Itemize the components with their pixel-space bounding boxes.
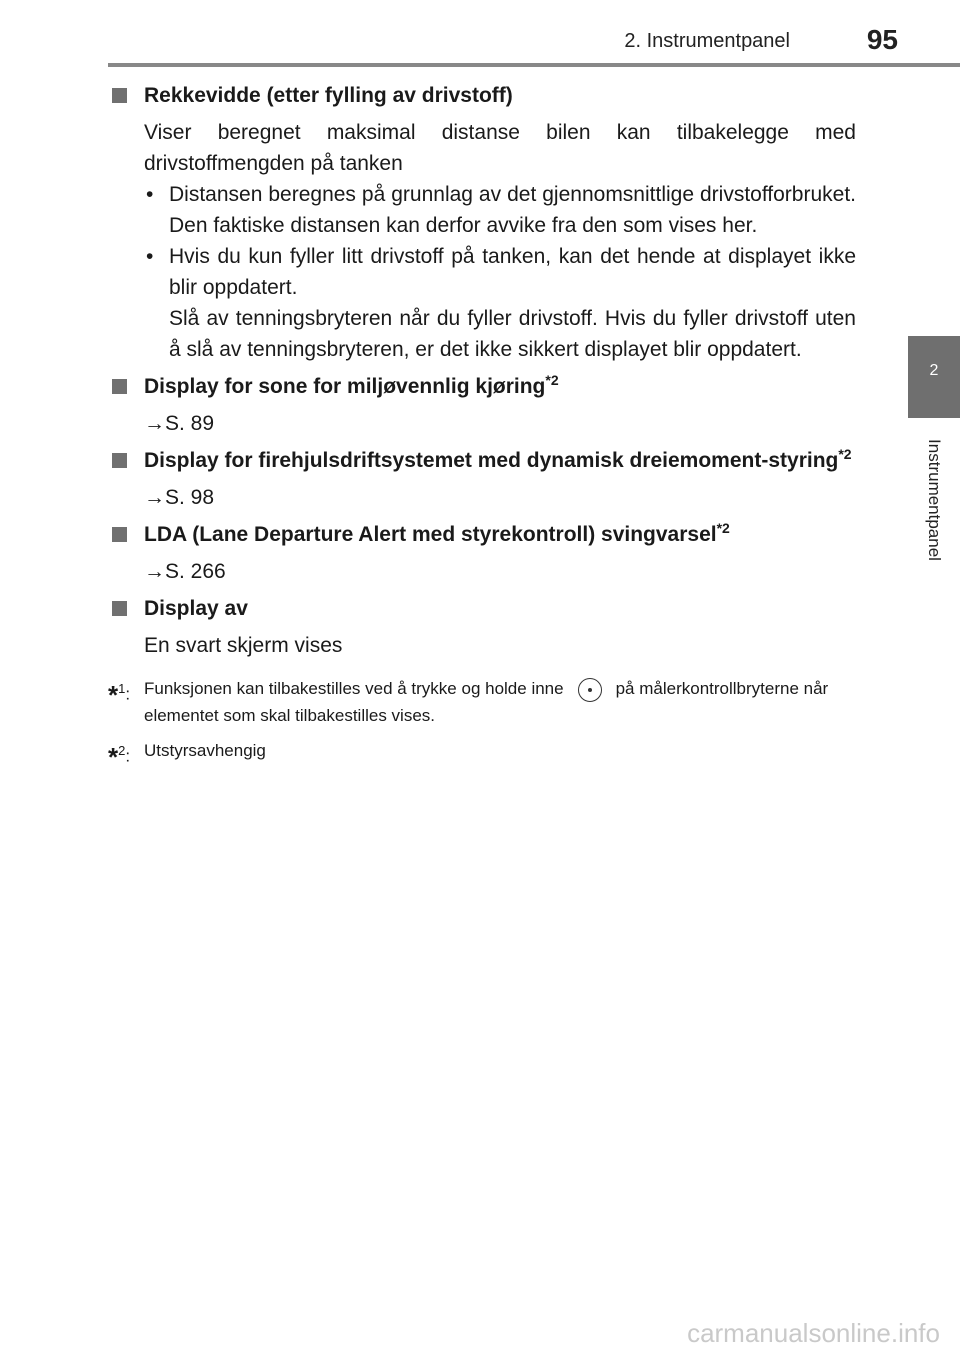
section-heading bbox=[108, 371, 856, 402]
bullet-dot-icon: • bbox=[146, 245, 154, 268]
section-heading bbox=[108, 519, 856, 550]
bullet-continuation bbox=[108, 303, 856, 365]
section-heading bbox=[108, 593, 856, 624]
bullet-item bbox=[108, 179, 856, 241]
bullet-item bbox=[108, 241, 856, 303]
heading-square-icon bbox=[112, 88, 127, 103]
section-heading bbox=[108, 80, 856, 111]
page-reference-link[interactable]: →S. 266 bbox=[144, 560, 226, 583]
header-divider bbox=[108, 63, 960, 67]
heading-square-icon bbox=[112, 453, 127, 468]
footnote-text: Funksjonen kan tilbakestilles ved å trykke og holde inne bbox=[144, 679, 564, 698]
chapter-tab-number: 2 bbox=[929, 362, 939, 379]
footnote-marker: *2 bbox=[545, 372, 559, 388]
footnote-mark: *$^2$: bbox=[108, 741, 131, 772]
section-heading-text: Rekkevidde (etter fylling av drivstoff) bbox=[144, 84, 513, 107]
page-content bbox=[108, 74, 856, 772]
section-body: En svart skjerm vises bbox=[144, 634, 343, 657]
chapter-tab[interactable] bbox=[908, 336, 960, 418]
section-body: Viser beregnet maksimal distanse bilen kan tilbakelegge med drivstoffmengden på tanken bbox=[144, 121, 856, 175]
watermark: carmanualsonline.info bbox=[687, 1318, 940, 1348]
bullet-dot-icon: • bbox=[146, 183, 154, 206]
section-heading-text: Display for firehjulsdriftsystemet med dynamisk dreiemoment-styring bbox=[144, 449, 839, 472]
page-number: 95 bbox=[866, 24, 898, 55]
section-heading bbox=[108, 445, 856, 476]
heading-square-icon bbox=[112, 601, 127, 616]
select-knob-icon bbox=[578, 678, 602, 702]
chapter-tab-label: Instrumentpanel bbox=[925, 439, 944, 561]
chapter-title: 2. Instrumentpanel bbox=[624, 30, 790, 52]
footnote-2 bbox=[108, 737, 856, 772]
footnote-text-cont: på målerkontrollbryterne når elementet som skal tilbakestilles vises. bbox=[144, 679, 829, 725]
page-reference-link[interactable]: →S. 98 bbox=[144, 486, 215, 509]
heading-square-icon bbox=[112, 527, 127, 542]
footnote-1 bbox=[108, 675, 856, 729]
footnote-text: Utstyrsavhengig bbox=[144, 741, 266, 760]
section-heading-text: Display av bbox=[144, 597, 248, 620]
section-heading-text: LDA (Lane Departure Alert med styrekontroll) svingvarsel bbox=[144, 523, 717, 546]
section-heading-text: Display for sone for miljøvennlig kjøring bbox=[144, 375, 546, 398]
bullet-text: Distansen beregnes på grunnlag av det gjennomsnittlige drivstofforbruket. Den faktiske distansen kan derfor avvike fra den som vises her. bbox=[169, 183, 856, 237]
heading-square-icon bbox=[112, 379, 127, 394]
bullet-text: Hvis du kun fyller litt drivstoff på tanken, kan det hende at displayet ikke blir oppdatert. bbox=[169, 245, 856, 299]
bullet-text: Slå av tenningsbryteren når du fyller drivstoff. Hvis du fyller drivstoff uten å slå av tenningsbryteren, er det ikke sikkert displayet blir oppdatert. bbox=[169, 307, 856, 361]
footnote-marker: *2 bbox=[838, 446, 852, 462]
page-reference-link[interactable]: →S. 89 bbox=[144, 412, 215, 435]
footnote-mark: *$^1$: bbox=[108, 679, 131, 710]
footnote-marker: *2 bbox=[716, 520, 730, 536]
